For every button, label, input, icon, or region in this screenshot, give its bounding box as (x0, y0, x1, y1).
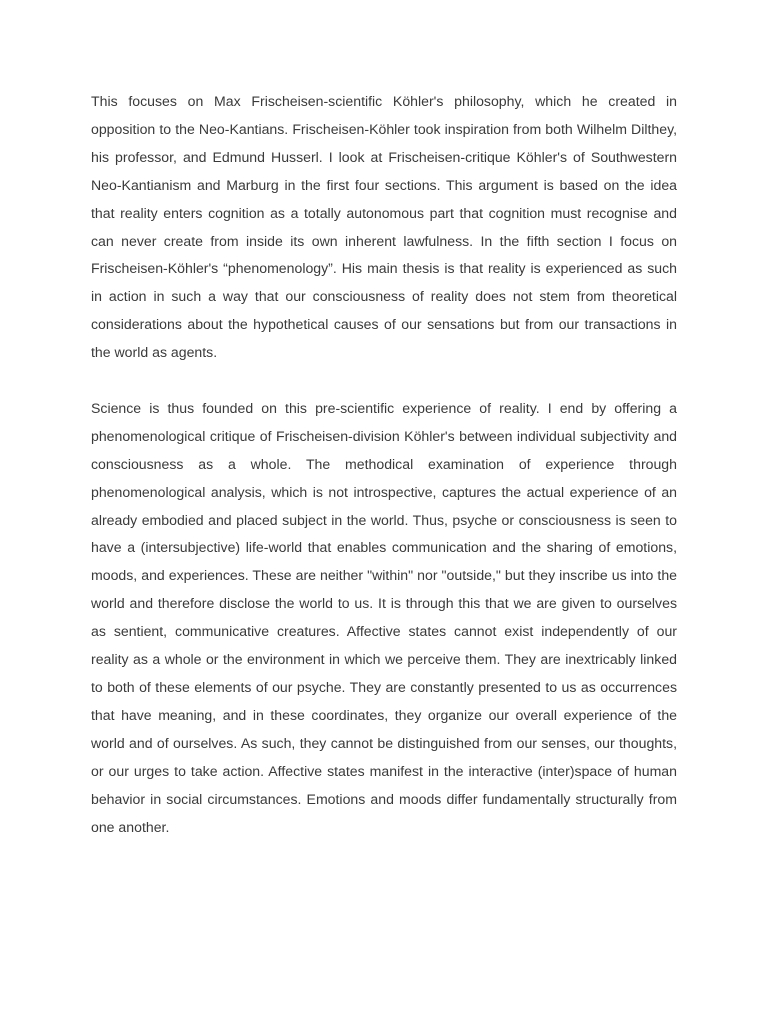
paragraph-1: This focuses on Max Frischeisen-scientific Köhler's philosophy, which he created in opposition to the Neo-Kantians. Frischeisen-Köhler took inspiration from both Wilhelm Dilthey, his professor, and Edmund Husserl. I look at Frischeisen-critique Köhler's of Southwestern Neo-Kantianism and Marburg in the first four sections. This argument is based on the idea that reality enters cognition as a totally autonomous part that cognition must recognise and can never create from inside its own inherent lawfulness. In the fifth section I focus on Frischeisen-Köhler's “phenomenology”. His main thesis is that reality is experienced as such in action in such a way that our consciousness of reality does not stem from theoretical considerations about the hypothetical causes of our sensations but from our transactions in the world as agents. (91, 93, 677, 361)
paragraph-2: Science is thus founded on this pre-scientific experience of reality. I end by offering a phenomenological critique of Frischeisen-division Köhler's between individual subjectivity and consciousness as a whole. The methodical examination of experience through phenomenological analysis, which is not introspective, captures the actual experience of an already embodied and placed subject in the world. Thus, psyche or consciousness is seen to have a (intersubjective) life-world that enables communication and the sharing of emotions, moods, and experiences. These are neither "within" nor "outside," but they inscribe us into the world and therefore disclose the world to us. It is through this that we are given to ourselves as sentient, communicative creatures. Affective states cannot exist independently of our reality as a whole or the environment in which we perceive them. They are inextricably linked to both of these elements of our psyche. They are constantly presented to us as occurrences that have meaning, and in these coordinates, they organize our overall experience of the world and of ourselves. As such, they cannot be distinguished from our senses, our thoughts, or our urges to take action. Affective states manifest in the interactive (inter)space of human behavior in social circumstances. Emotions and moods differ fundamentally structurally from one another. (91, 399, 677, 835)
document-body (91, 88, 677, 841)
